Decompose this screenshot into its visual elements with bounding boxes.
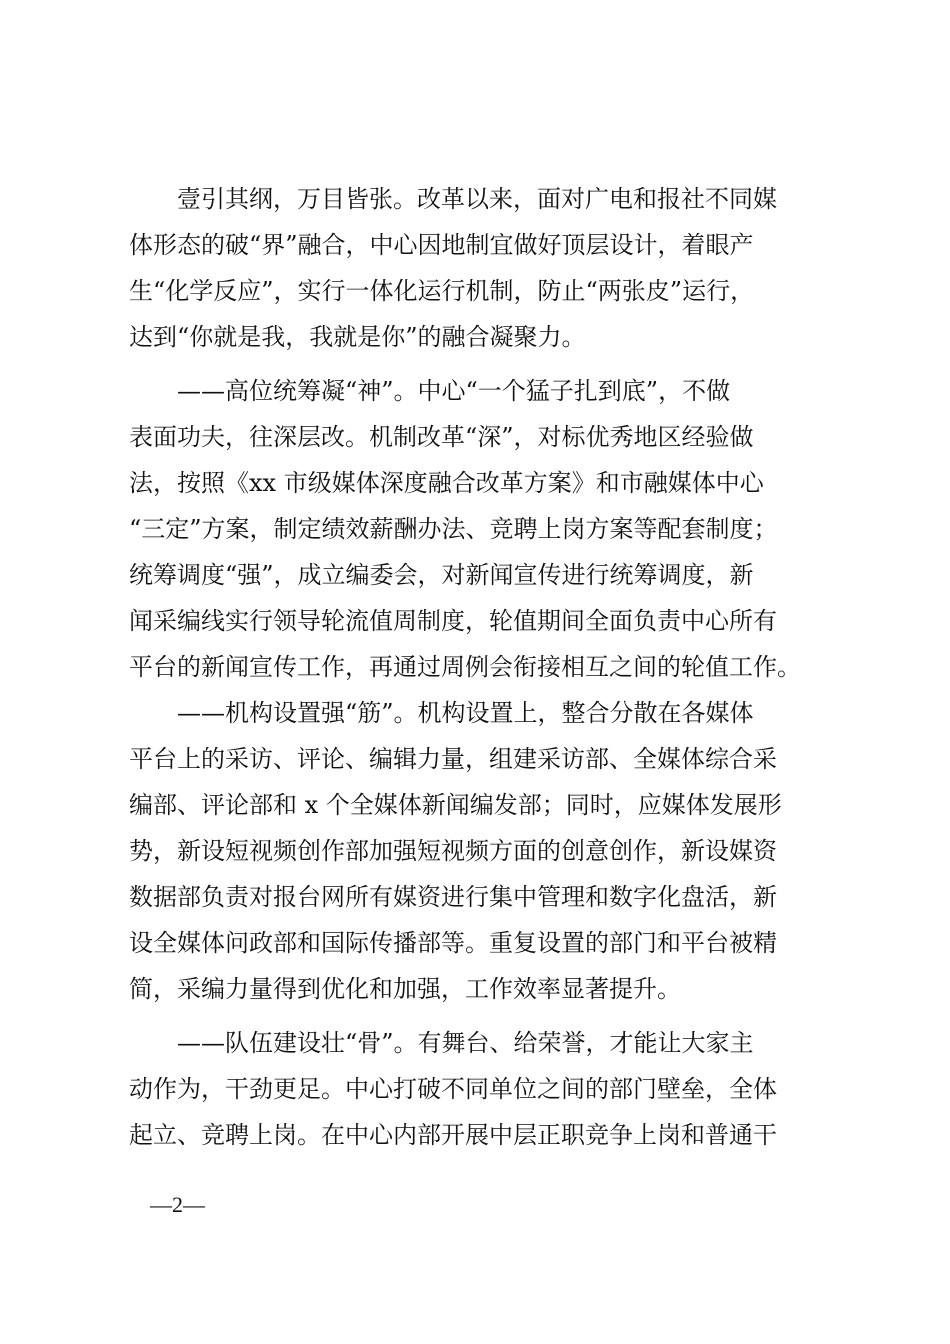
- paragraph-line: 起立、竞聘上岗。在中心内部开展中层正职竞争上岗和普通干: [129, 1121, 777, 1149]
- paragraph-line: 生“化学反应”，实行一体化运行机制，防止“两张皮”运行，: [129, 277, 755, 305]
- paragraph-line: 平台的新闻宣传工作，再通过周例会衔接相互之间的轮值工作。: [129, 653, 801, 681]
- paragraph-line: ——高位统筹凝“神”。中心“一个猛子扎到底”，不做: [177, 377, 731, 405]
- paragraph-line: 设全媒体问政部和国际传播部等。重复设置的部门和平台被精: [129, 929, 777, 957]
- page-number: —2—: [150, 1192, 205, 1217]
- paragraph-line: ——机构设置强“筋”。机构设置上，整合分散在各媒体: [177, 699, 754, 727]
- paragraph-1: [129, 176, 829, 360]
- paragraph-line: 统筹调度“强”，成立编委会，对新闻宣传进行统筹调度，新: [129, 561, 754, 589]
- paragraph-line: “三定”方案，制定绩效薪酬办法、竞聘上岗方案等配套制度；: [129, 515, 778, 543]
- paragraph-2: [129, 368, 829, 690]
- paragraph-line: 简，采编力量得到优化和加强，工作效率显著提升。: [129, 975, 681, 1003]
- paragraph-line: 势，新设短视频创作部加强短视频方面的创意创作，新设媒资: [129, 837, 777, 865]
- paragraph-line: 达到“你就是我，我就是你”的融合凝聚力。: [129, 323, 586, 351]
- paragraph-3: [129, 690, 829, 1012]
- paragraph-line: 数据部负责对报台网所有媒资进行集中管理和数字化盘活，新: [129, 883, 777, 911]
- paragraph-line: 法，按照《xx 市级媒体深度融合改革方案》和市融媒体中心: [129, 469, 764, 497]
- paragraph-line: 编部、评论部和 x 个全媒体新闻编发部；同时，应媒体发展形: [129, 791, 782, 819]
- paragraph-line: 闻采编线实行领导轮流值周制度，轮值期间全面负责中心所有: [129, 607, 777, 635]
- paragraph-line: ——队伍建设壮“骨”。有舞台、给荣誉，才能让大家主: [177, 1029, 754, 1057]
- paragraph-line: 动作为，干劲更足。中心打破不同单位之间的部门壁垒，全体: [129, 1075, 777, 1103]
- paragraph-line: 平台上的采访、评论、编辑力量，组建采访部、全媒体综合采: [129, 745, 777, 773]
- paragraph-line: 表面功夫，往深层改。机制改革“深”，对标优秀地区经验做: [129, 423, 754, 451]
- paragraph-line: 壹引其纲，万目皆张。改革以来，面对广电和报社不同媒: [177, 185, 777, 213]
- paragraph-4: [129, 1020, 829, 1158]
- paragraph-line: 体形态的破“界”融合，中心因地制宜做好顶层设计，着眼产: [129, 231, 754, 259]
- body-text: [129, 176, 829, 1158]
